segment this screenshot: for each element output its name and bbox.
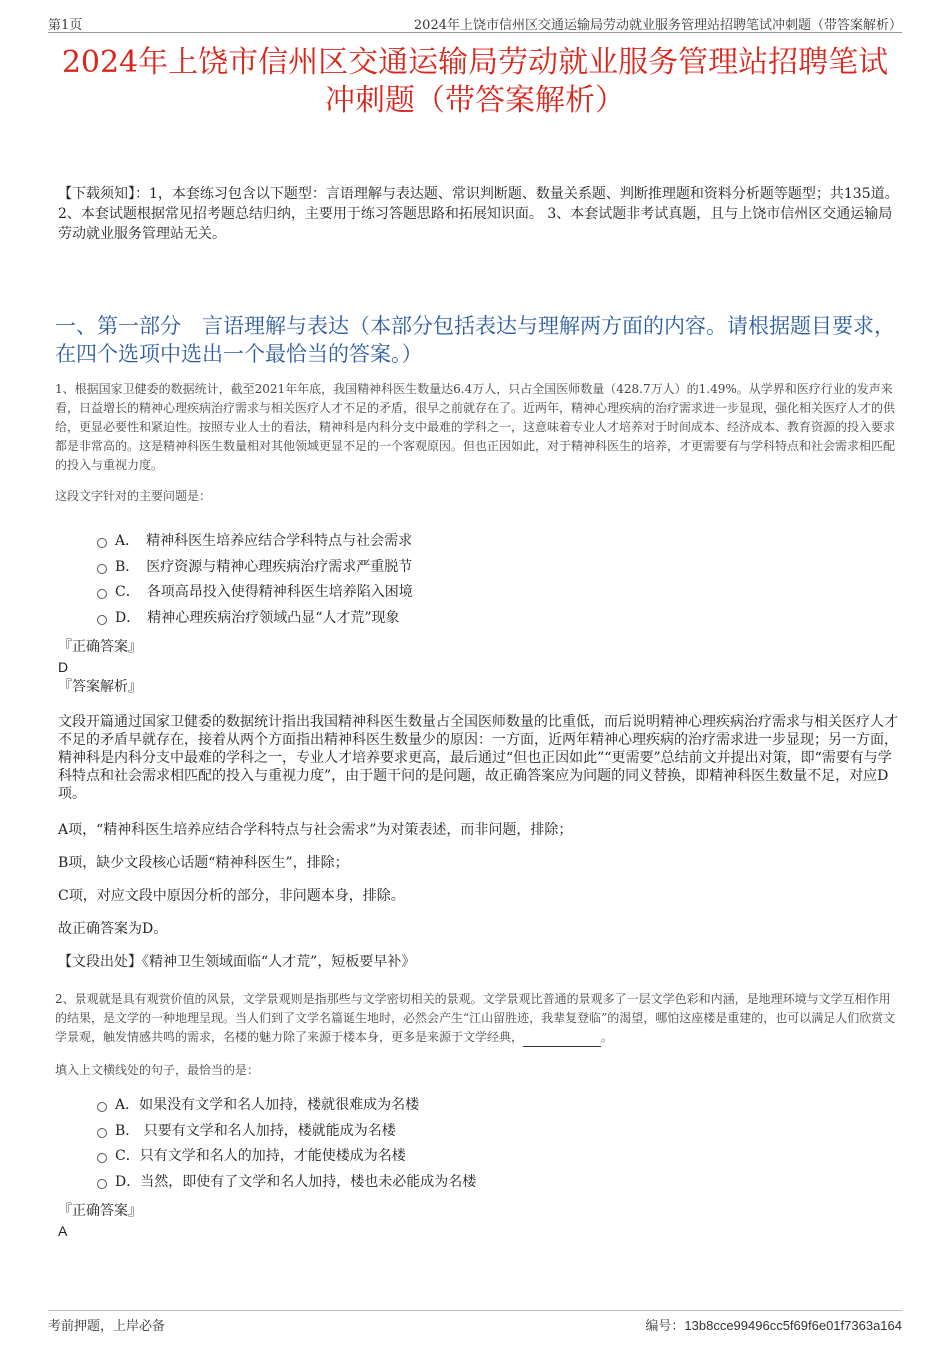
footer-slogan: 考前押题，上岸必备 xyxy=(48,1319,166,1334)
radio-icon[interactable] xyxy=(97,538,107,548)
radio-icon[interactable] xyxy=(97,1179,107,1189)
option-d[interactable]: D． 精神心理疾病治疗领域凸显“人才荒”现象 xyxy=(97,606,413,632)
analysis-conclusion: 故正确答案为D。 xyxy=(58,921,168,937)
option-b[interactable]: B. 只要有文学和名人加持，楼就能成为名楼 xyxy=(97,1119,476,1145)
question-1-answer xyxy=(58,638,900,696)
page-header xyxy=(48,12,902,33)
section-heading: 一、第一部分 言语理解与表达（本部分包括表达与理解两方面的内容。请根据题目要求，在四个选项中选出一个最恰当的答案。） xyxy=(55,314,895,366)
option-a[interactable]: A． 精神科医生培养应结合学科特点与社会需求 xyxy=(97,529,413,555)
text-source: 【文段出处】《精神卫生领域面临“人才荒”，短板要早补》 xyxy=(58,954,416,970)
analysis-text: 文段开篇通过国家卫健委的数据统计指出我国精神科医生数量占全国医师数量的比重低，而后说明精神心理疾病治疗需求与相关医疗人才不足的矛盾早就存在，接着从两个方面指出精神科医生数量少的原因：一方面，近两年精神心理疾病的治疗需求进一步显现；另一方面，精神科是内科分支中最难的学科之一，专业人才培养要求更高，最后通过“但也正因如此”“更需要”总结前文并提出对策，即“需要有与学科特点和社会需求相匹配的投入与重视力度”，由于题干问的是问题，故正确答案应为问题的同义替换，即精神科医生数量不足，对应D项。 xyxy=(58,714,898,802)
header-doc-title: 2024年上饶市信州区交通运输局劳动就业服务管理站招聘笔试冲刺题（带答案解析） xyxy=(413,18,902,33)
question-2-answer xyxy=(58,1202,900,1240)
question-2-stem: 2、景观就是具有观赏价值的风景，文学景观则是指那些与文学密切相关的景观。文学景观比普通的景观多了一层文学色彩和内涵，是地理环境与文学互相作用的结果，是文学的一种地理呈现。当人们到了文学名篇诞生地时，必然会产生“江山留胜迹，我辈复登临”的渴望，哪怕这座楼是重建的，也可以满足人们欣赏文学景观，触发情感共鸣的需求，名楼的魅力除了来源于楼本身，更多是来源于文学经典， 。 xyxy=(55,990,900,1047)
footer-code: 编号：13b8cce99496cc5f69f6e01f7363a164 xyxy=(645,1318,902,1334)
document-title xyxy=(40,44,910,120)
title-line-2: 冲刺题（带答案解析） xyxy=(325,83,625,118)
analysis-note-a: A项，“精神科医生培养应结合学科特点与社会需求”为对策表述，而非问题，排除； xyxy=(58,822,573,838)
analysis-label: 『答案解析』 xyxy=(58,679,142,695)
page-number: 第1页 xyxy=(48,18,83,33)
page-footer xyxy=(48,1310,902,1334)
question-1-analysis xyxy=(58,713,900,803)
answer-label: 『正确答案』 xyxy=(58,1203,142,1219)
title-line-1: 2024年上饶市信州区交通运输局劳动就业服务管理站招聘笔试 xyxy=(61,45,889,80)
radio-icon[interactable] xyxy=(97,564,107,574)
answer-value: A xyxy=(58,1223,68,1239)
answer-value: D xyxy=(58,659,69,675)
question-1-options xyxy=(97,529,413,631)
question-2-options xyxy=(97,1093,476,1195)
option-b[interactable]: B． 医疗资源与精神心理疾病治疗需求严重脱节 xyxy=(97,555,413,581)
option-d[interactable]: D．当然，即使有了文学和名人加持，楼也未必能成为名楼 xyxy=(97,1170,476,1196)
download-notice: 【下载须知】：1，本套练习包含以下题型：言语理解与表达题、常识判断题、数量关系题、判断推理题和资料分析题等题型；共135道。 2、本套试题根据常见招考题总结归纳，主要用于练习答题思路和拓展知识面。 3、本套试题非考试真题，且与上饶市信州区交通运输局劳动就业服务管理站无关。 xyxy=(58,186,899,242)
radio-icon[interactable] xyxy=(97,1128,107,1138)
option-a[interactable]: A．如果没有文学和名人加持，楼就很难成为名楼 xyxy=(97,1093,476,1119)
option-c[interactable]: C．只有文学和名人的加持，才能使楼成为名楼 xyxy=(97,1144,476,1170)
radio-icon[interactable] xyxy=(97,1102,107,1112)
analysis-note-c: C项，对应文段中原因分析的部分，非问题本身，排除。 xyxy=(58,888,405,904)
question-1-prompt: 这段文字针对的主要问题是： xyxy=(55,489,212,503)
radio-icon[interactable] xyxy=(97,1153,107,1163)
answer-label: 『正确答案』 xyxy=(58,639,142,655)
question-1-stem: 1、根据国家卫健委的数据统计，截至2021年年底，我国精神科医生数量达6.4万人，只占全国医师数量（428.7万人）的1.49%。从学界和医疗行业的发声来看，日益增长的精神心理疾病治疗需求与相关医疗人才不足的矛盾，很早之前就存在了。近两年，精神心理疾病的治疗需求进一步显现，强化相关医疗人才的供给，更显必要性和紧迫性。按照专业人士的看法，精神科是内科分支中最难的学科之一，这意味着专业人才培养对于时间成本、经济成本、教育资源的投入要求都是非常高的。这是精神科医生数量相对其他领域更显不足的一个客观原因。但也正因如此，对于精神科医生的培养，才更需要有与学科特点和社会需求相匹配的投入与重视力度。 xyxy=(55,382,896,472)
radio-icon[interactable] xyxy=(97,615,107,625)
question-2-text xyxy=(55,990,900,1080)
analysis-note-b: B项，缺少文段核心话题“精神科医生”，排除； xyxy=(58,855,349,871)
fill-blank xyxy=(523,1034,601,1047)
radio-icon[interactable] xyxy=(97,589,107,599)
question-1-text xyxy=(55,380,900,506)
option-c[interactable]: C． 各项高昂投入使得精神科医生培养陷入困境 xyxy=(97,580,413,606)
question-2-prompt: 填入上文横线处的句子，最恰当的是： xyxy=(55,1063,260,1077)
